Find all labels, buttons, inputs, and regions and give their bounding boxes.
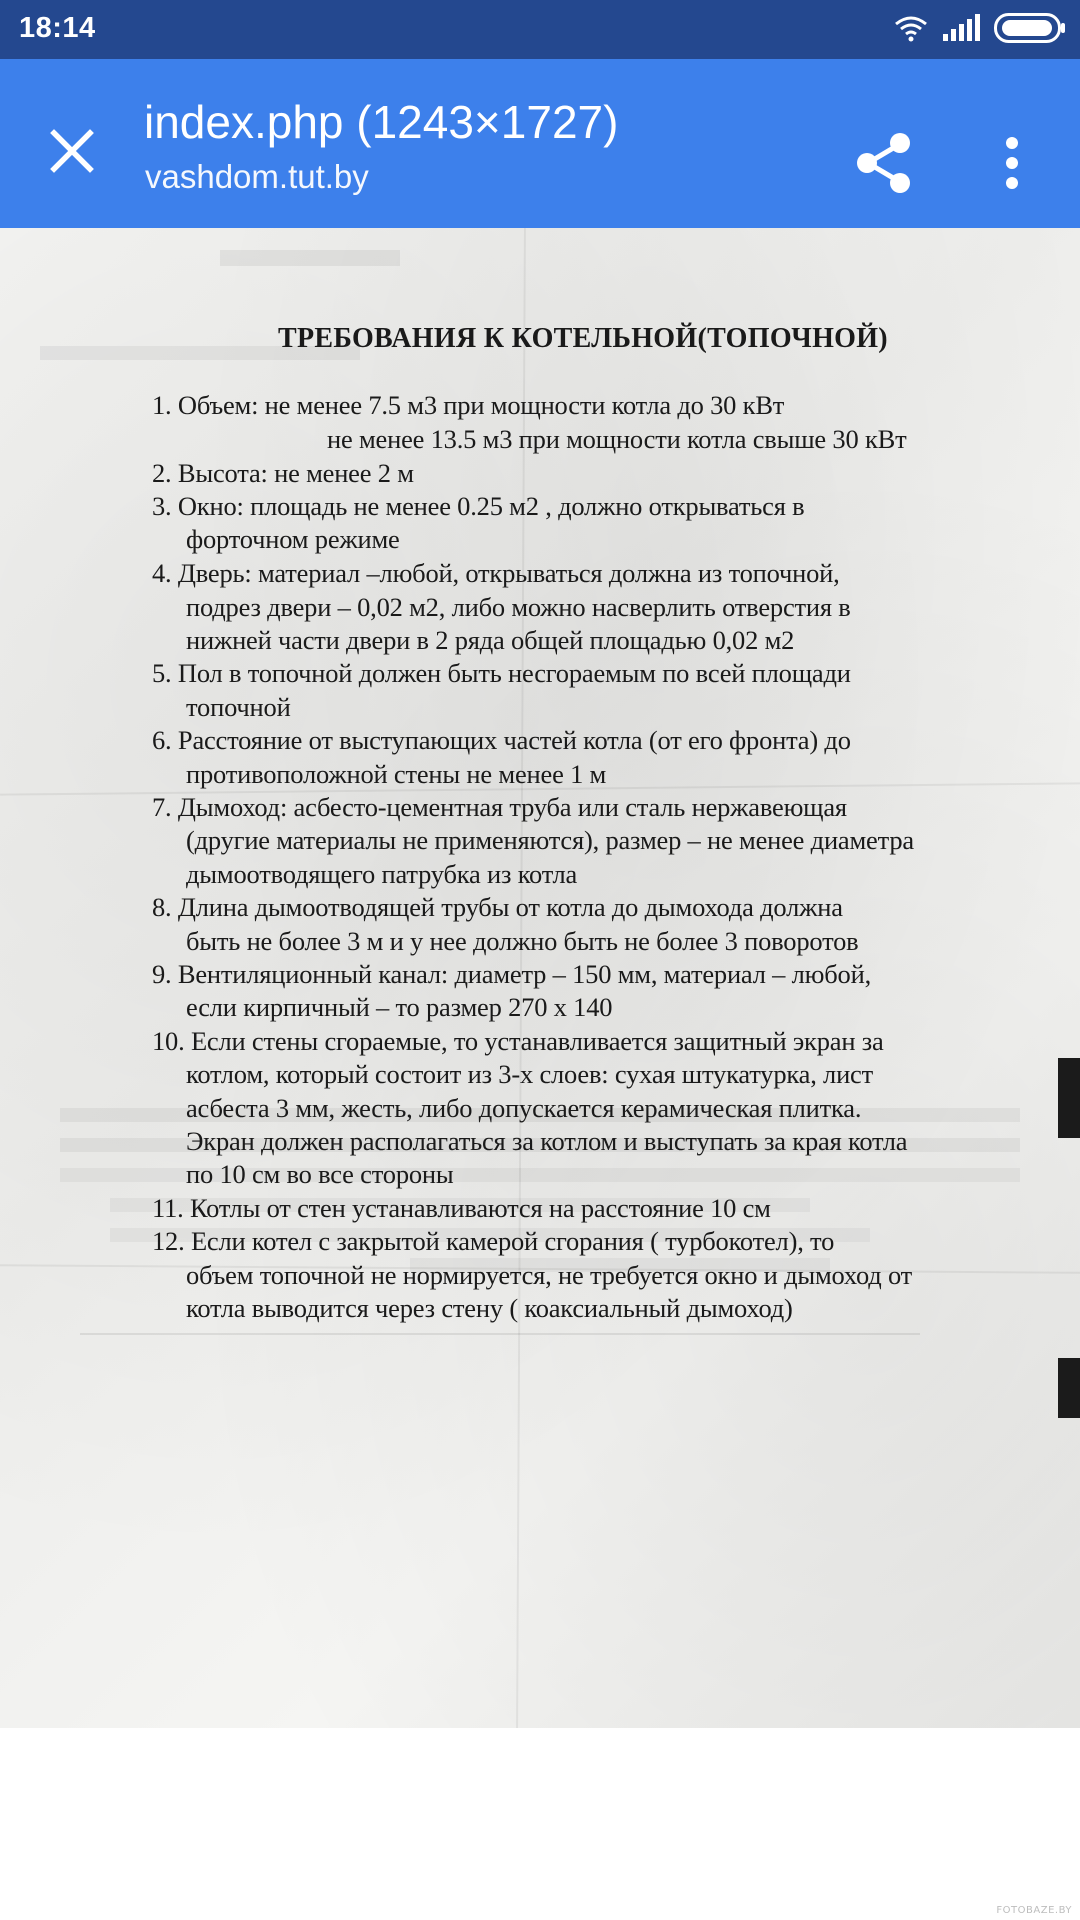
document-line: 2. Высота: не менее 2 м <box>152 458 414 488</box>
bleed-through-artifact <box>220 250 400 266</box>
close-button[interactable] <box>36 117 108 189</box>
document-line: дымоотводящего патрубка из котла <box>186 859 578 889</box>
document-line: 4. Дверь: материал –любой, открываться должна из топочной, <box>152 558 840 588</box>
document-line: (другие материалы не применяются), размер – не менее диаметра <box>186 825 914 855</box>
status-bar <box>0 0 1080 59</box>
document-line: котлом, который состоит из 3-х слоев: сухая штукатурка, лист <box>186 1059 874 1089</box>
document-line: 7. Дымоход: асбесто-цементная труба или сталь нержавеющая <box>152 792 847 822</box>
document-line: подрез двери – 0,02 м2, либо можно насверлить отверстия в <box>186 592 851 622</box>
paper-torn-edge <box>1058 1058 1080 1138</box>
document-line: нижней части двери в 2 ряда общей площадью 0,02 м2 <box>186 625 795 655</box>
share-button[interactable] <box>848 129 920 201</box>
document-line: если кирпичный – то размер 270 х 140 <box>186 992 613 1022</box>
document-line: противоположной стены не менее 1 м <box>186 759 607 789</box>
document-line: 6. Расстояние от выступающих частей котла (от его фронта) до <box>152 725 851 755</box>
document-line: 10. Если стены сгораемые, то устанавливается защитный экран за <box>152 1026 884 1056</box>
document-line: 8. Длина дымоотводящей трубы от котла до дымохода должна <box>152 892 843 922</box>
document-line: объем топочной не нормируется, не требуется окно и дымоход от <box>186 1260 913 1290</box>
wifi-icon <box>894 14 928 47</box>
document-line: 9. Вентиляционный канал: диаметр – 150 мм, материал – любой, <box>152 959 872 989</box>
image-viewer[interactable] <box>0 228 1080 1728</box>
document-line: по 10 см во все стороны <box>186 1159 454 1189</box>
document-line: 3. Окно: площадь не менее 0.25 м2 , должно открываться в <box>152 491 805 521</box>
cellular-signal-icon <box>942 14 980 47</box>
more-options-button[interactable] <box>976 129 1048 201</box>
document-line: асбеста 3 мм, жесть, либо допускается керамическая плитка. <box>186 1093 862 1123</box>
paper-torn-edge <box>1058 1358 1080 1418</box>
battery-icon <box>994 13 1066 48</box>
scanned-document-image <box>0 228 1080 1728</box>
page-source-domain: vashdom.tut.by <box>145 158 369 195</box>
document-line: топочной <box>186 692 291 722</box>
document-line: 12. Если котел с закрытой камерой сгорания ( турбокотел), то <box>152 1226 835 1256</box>
watermark-text: FOTOBAZE.BY <box>996 1905 1072 1916</box>
document-line: форточном режиме <box>186 524 400 554</box>
document-line: Экран должен располагаться за котлом и выступать за края котла <box>186 1126 908 1156</box>
viewer-empty-area[interactable] <box>0 1728 1080 1920</box>
app-bar <box>0 59 1080 228</box>
bleed-through-artifact <box>80 1333 920 1335</box>
document-line: 1. Объем: не менее 7.5 м3 при мощности котла до 30 кВт <box>152 390 785 420</box>
page-title: index.php (1243×1727) <box>144 96 619 148</box>
status-icons <box>894 14 1066 46</box>
close-icon <box>50 129 94 178</box>
document-line: быть не более 3 м и у нее должно быть не более 3 поворотов <box>186 926 859 956</box>
document-line: котла выводится через стену ( коаксиальный дымоход) <box>186 1293 793 1323</box>
share-icon <box>854 132 914 199</box>
document-line: не менее 13.5 м3 при мощности котла свыше 30 кВт <box>327 424 907 454</box>
document-line: 5. Пол в топочной должен быть несгораемым по всей площади <box>152 658 851 688</box>
document-title: ТРЕБОВАНИЯ К КОТЕЛЬНОЙ(ТОПОЧНОЙ) <box>278 323 888 354</box>
document-line: 11. Котлы от стен устанавливаются на расстояние 10 см <box>152 1193 771 1223</box>
status-time: 18:14 <box>19 12 96 44</box>
more-vert-icon <box>1004 137 1020 194</box>
